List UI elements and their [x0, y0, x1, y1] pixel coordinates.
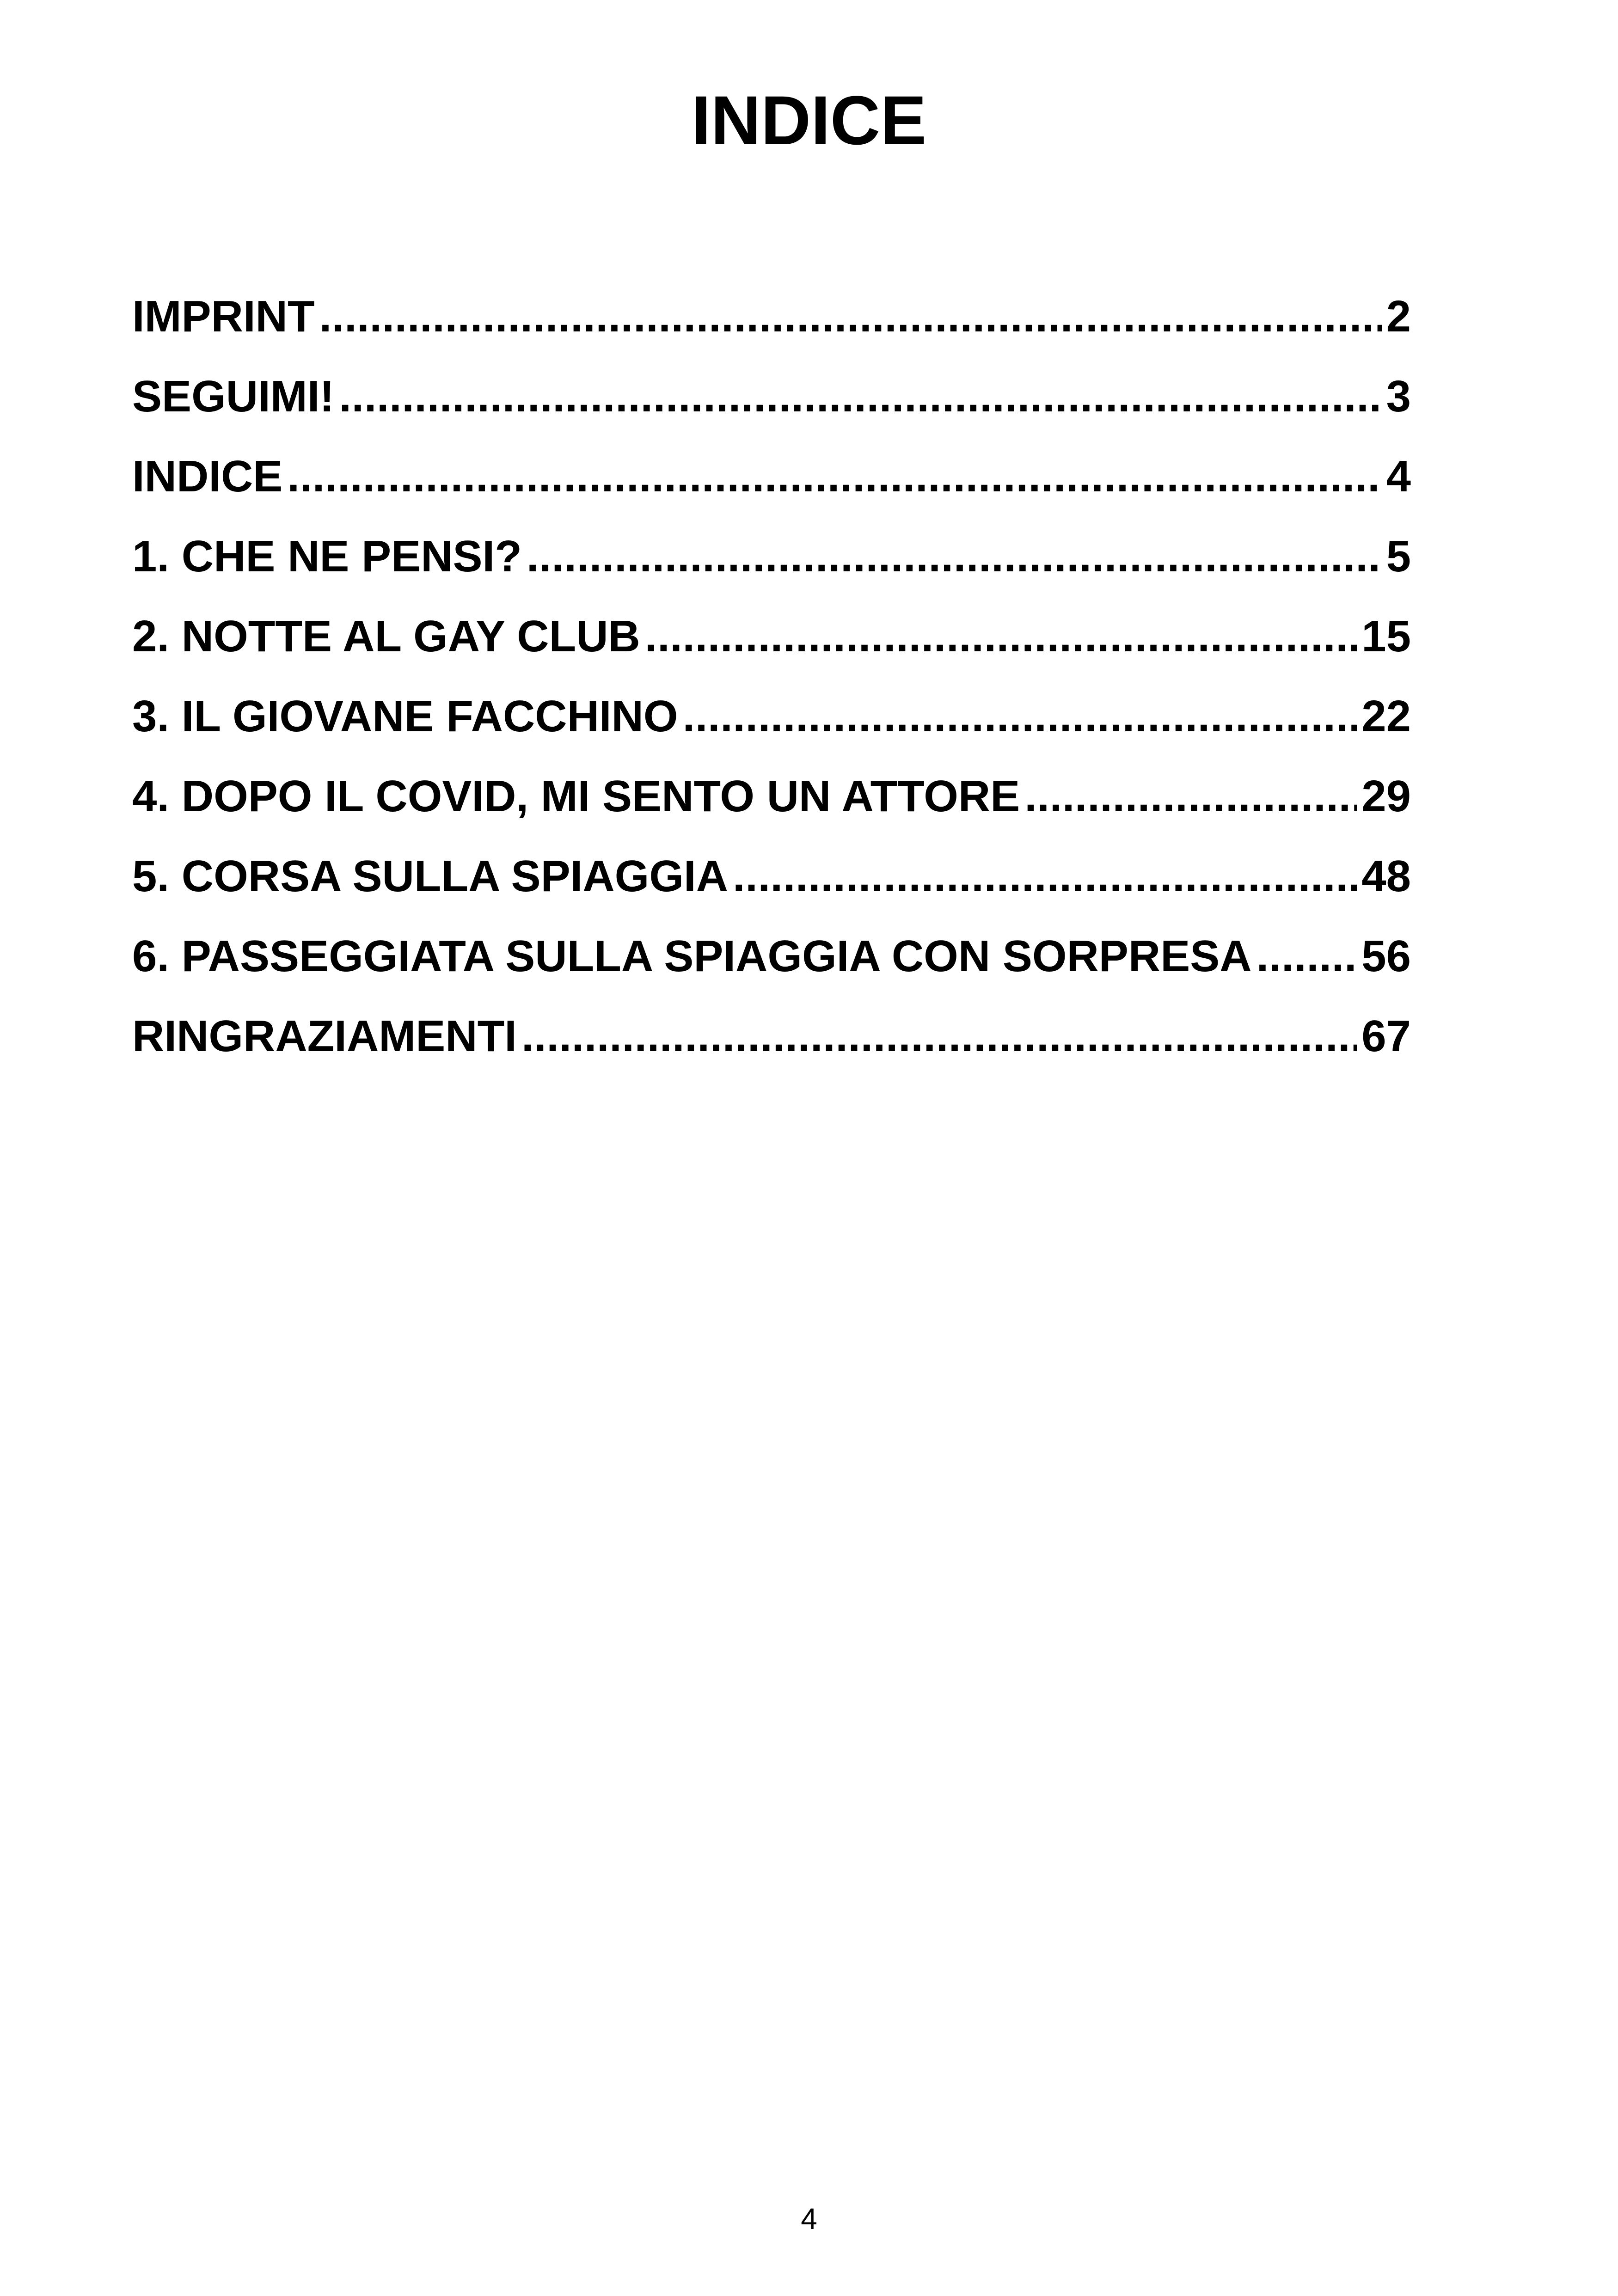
dot-leader [287, 442, 1381, 511]
toc-entry-label: 6. PASSEGGIATA SULLA SPIAGGIA CON SORPRESA [132, 931, 1252, 981]
toc-entry-page: 5 [1386, 532, 1411, 581]
toc-entry-chapter-4[interactable] [132, 762, 1411, 842]
toc-entry-label: 2. NOTTE AL GAY CLUB [132, 612, 640, 661]
dot-leader [1024, 762, 1357, 831]
toc-entry-page: 4 [1386, 452, 1411, 501]
toc-entry-chapter-1[interactable] [132, 522, 1411, 602]
table-of-contents [132, 282, 1411, 1082]
toc-entry-page: 15 [1361, 612, 1411, 661]
dot-leader [683, 682, 1357, 751]
dot-leader [339, 362, 1381, 431]
dot-leader [1256, 922, 1357, 991]
toc-entry-page: 2 [1386, 292, 1411, 341]
dot-leader [733, 842, 1357, 911]
dot-leader [645, 602, 1357, 671]
dot-leader [527, 522, 1382, 591]
toc-entry-imprint[interactable] [132, 282, 1411, 362]
dot-leader [521, 1002, 1357, 1071]
toc-entry-label: 3. IL GIOVANE FACCHINO [132, 692, 678, 741]
toc-entry-chapter-2[interactable] [132, 602, 1411, 682]
toc-entry-page: 56 [1361, 931, 1411, 981]
toc-entry-indice[interactable] [132, 442, 1411, 522]
toc-entry-label: 1. CHE NE PENSI? [132, 532, 522, 581]
toc-entry-page: 67 [1361, 1011, 1411, 1061]
toc-entry-page: 3 [1386, 372, 1411, 421]
toc-entry-label: 5. CORSA SULLA SPIAGGIA [132, 851, 729, 901]
toc-entry-label: 4. DOPO IL COVID, MI SENTO UN ATTORE [132, 771, 1020, 821]
dot-leader [319, 282, 1382, 351]
toc-entry-chapter-3[interactable] [132, 682, 1411, 762]
toc-entry-page: 29 [1361, 771, 1411, 821]
toc-entry-chapter-6[interactable] [132, 922, 1411, 1002]
toc-entry-label: IMPRINT [132, 292, 315, 341]
page-number: 4 [801, 2202, 817, 2235]
page-title: INDICE [691, 81, 927, 159]
toc-entry-ringraziamenti[interactable] [132, 1002, 1411, 1082]
toc-entry-label: RINGRAZIAMENTI [132, 1011, 517, 1061]
toc-entry-page: 22 [1361, 692, 1411, 741]
toc-entry-seguimi[interactable] [132, 362, 1411, 442]
toc-entry-page: 48 [1361, 851, 1411, 901]
toc-entry-chapter-5[interactable] [132, 842, 1411, 922]
toc-entry-label: INDICE [132, 452, 283, 501]
toc-entry-label: SEGUIMI! [132, 372, 335, 421]
